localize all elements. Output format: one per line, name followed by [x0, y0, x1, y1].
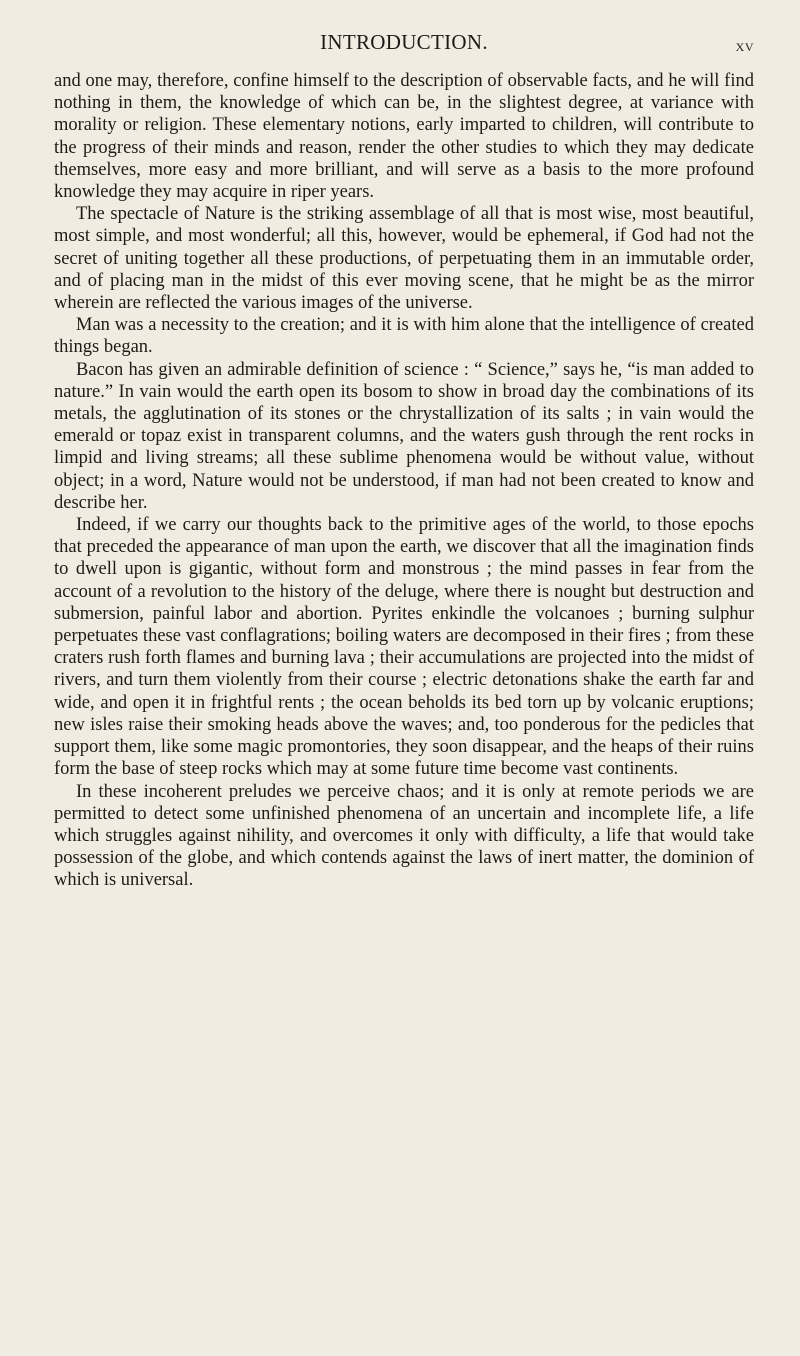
paragraph: Man was a necessity to the creation; and it is with him alone that the intelligence of created things began.: [54, 315, 754, 358]
book-page: [54, 30, 754, 892]
body-text: [54, 70, 754, 892]
paragraph: In these incoherent preludes we perceive chaos; and it is only at remote periods we are permitted to detect some unfinished phenomena of an uncertain and incomplete life, a life which struggles against nihility, and overcomes it only with difficulty, a life that would take possession of the globe, and which contends against the laws of inert matter, the dominion of which is universal.: [54, 781, 754, 891]
paragraph: Bacon has given an admirable definition of science : “ Science,” says he, “is man added to nature.” In vain would the earth open its bosom to show in broad day the combinations of its metals, the agglutination of its stones or the chrystallization of its salts ; in vain would the emerald or topaz exist in transparent columns, and the waters gush through the rent rocks in limpid and living streams; all these sublime phenomena would be without value, without object; in a word, Nature would not be understood, if man had not been created to know and describe her.: [54, 359, 754, 513]
page-header: [54, 30, 754, 60]
paragraph: Indeed, if we carry our thoughts back to the primitive ages of the world, to those epochs that preceded the appearance of man upon the earth, we discover that all the imagination finds to dwell upon is gigantic, without form and monstrous ; the mind passes in fear from the account of a revolution to the history of the deluge, where there is nought but destruction and submersion, painful labor and abortion. Pyrites enkindle the volcanoes ; burning sulphur perpetuates these vast conflagrations; boiling waters are decomposed in their fires ; from these craters rush forth flames and burning lava ; their accumulations are projected into the midst of rivers, and turn them violently from their course ; electric detonations shake the earth far and wide, and open it in frightful rents ; the ocean beholds its bed torn up by volcanic eruptions; new isles raise their smoking heads above the waves; and, too ponderous for the pedicles that support them, like some magic promontories, they soon disappear, and the heaps of their ruins form the base of steep rocks which may at some future time become vast continents.: [54, 515, 754, 780]
running-head: INTRODUCTION.: [320, 30, 488, 54]
page-number: xv: [735, 36, 754, 55]
paragraph: The spectacle of Nature is the striking assemblage of all that is most wise, most beautiful, most simple, and most wonderful; all this, however, would be ephemeral, if God had not the secret of uniting together all these productions, of perpetuating them in an immutable order, and of placing man in the midst of this ever moving scene, that he might be as the mirror wherein are reflected the various images of the universe.: [54, 204, 754, 314]
paragraph: and one may, therefore, confine himself to the description of observable facts, and he will find nothing in them, the knowledge of which can be, in the slightest degree, at variance with morality or religion. These elementary notions, early imparted to children, will contribute to the progress of their minds and reason, render the other studies to which they may dedicate themselves, more easy and more brilliant, and will serve as a basis to the more profound knowledge they may acquire in riper years.: [54, 71, 754, 203]
